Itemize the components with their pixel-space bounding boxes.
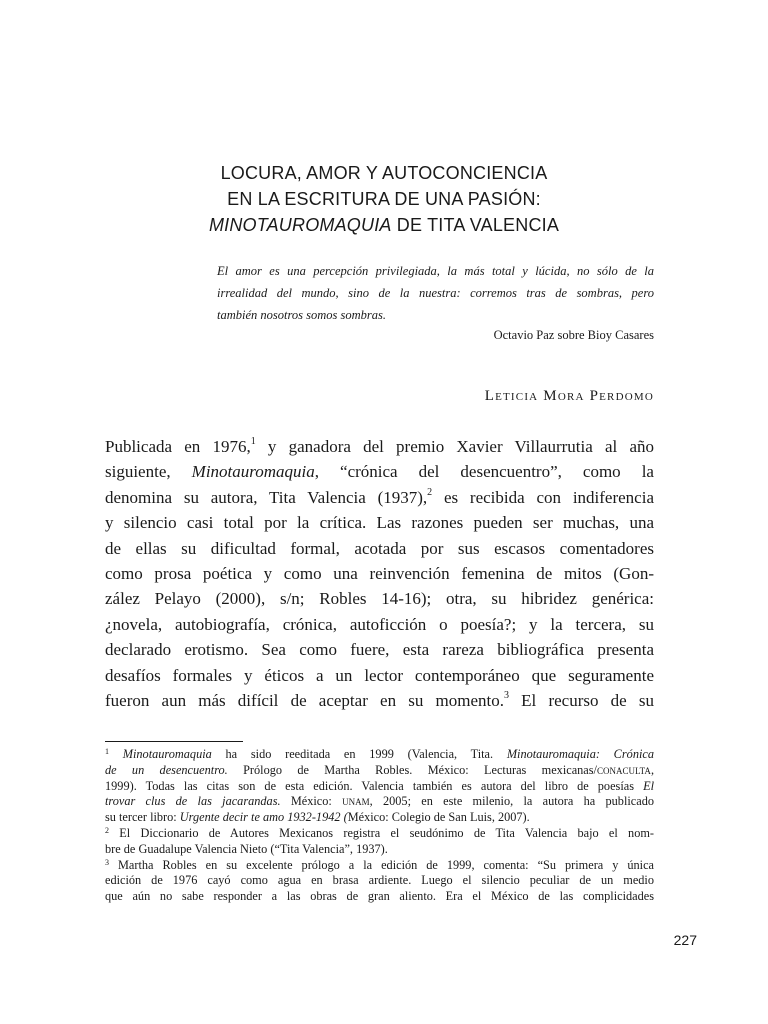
body-line: Publicada en 1976,$^1$ y ganadora del premio Xavier Villaurrutia al año [105,436,654,456]
footnote-2: $^2$ El Diccionario de Autores Mexicanos registra el seudónimo de Tita Valencia bajo el nom- [105,825,654,840]
footnote-number: 1 [105,747,109,756]
body-line: siguiente, Minotauromaquia, “crónica del desencuentro”, como la [105,462,654,482]
title-line-2: EN LA ESCRITURA DE UNA PASIÓN: [227,189,541,209]
author-name: Leticia Mora Perdomo [484,388,654,404]
body-line: como prosa poética y como una reinvención femenina de mitos (Gon- [105,564,654,584]
footnote-3: $^3$ Martha Robles en su excelente prólogo a la edición de 1999, comenta: “Su primera y única [105,857,654,872]
footnote-2-line: bre de Guadalupe Valencia Nieto (“Tita Valencia”, 1937). [105,841,388,856]
epigraph-line: El amor es una percepción privilegiada, la más total y lúcida, no sólo de la [217,264,654,278]
footnote-ref[interactable]: 1 [250,436,256,448]
footnote-ref[interactable]: 3 [504,690,509,702]
footnote-number: 3 [105,857,109,867]
title-line-3 [0,212,768,238]
footnote-1-line: 1999). Todas las citas son de esta edición. Valencia también es autora del libro de poesías El [105,778,654,793]
epigraph-attribution: Octavio Paz sobre Bioy Casares [493,328,654,342]
body-line: fueron aun más difícil de aceptar en su momento.$^3$ El recurso de su [105,690,654,711]
footnote-3-line: que aún no sabe responder a las obras de gran aliento. Era el México de las complicidades [105,889,654,904]
body-line: y silencio casi total por la crítica. Las razones pueden ser muchas, una [105,513,654,533]
footnotes [105,747,654,905]
body-line: declarado erotismo. Sea como fuere, esta rareza bibliográfica presenta [105,640,654,660]
footnote-1-line: de un desencuentro. Prólogo de Martha Robles. México: Lecturas mexicanas/conaculta, [105,762,655,777]
body-paragraph [105,434,654,713]
body-line: ¿novela, autobiografía, crónica, autoficción o poesía?; y la tercera, su [105,614,654,634]
body-line: desafíos formales y éticos a un lector contemporáneo que seguramente [105,665,654,685]
footnote-divider [105,741,243,742]
footnote-ref[interactable]: 2 [427,487,433,499]
title-italic-work: MINOTAUROMAQUIA [208,215,392,235]
epigraph-line: también nosotros somos sombras. [217,308,387,322]
epigraph [217,260,654,326]
body-line: zález Pelayo (2000), s/n; Robles 14-16); otra, su hibridez genérica: [105,589,654,609]
epigraph-line: irrealidad del mundo, sino de la nuestra: corremos tras de sombras, pero [217,286,654,300]
footnote-1-line: trovar clus de las jacarandas. México: unam, 2005; en este milenio, la autora ha publicado [105,794,654,809]
footnote-number: 2 [105,825,109,835]
footnote-1: $^1$ Minotauromaquia ha sido reeditada en 1999 (Valencia, Tita. Minotauromaquia: Crónica [105,747,654,761]
footnote-1-line: su tercer libro: Urgente decir te amo 1932-1942 (México: Colegio de San Luis, 2007). [105,810,530,825]
footnote-3-line: edición de 1976 cayó como agua en brasa ardiente. Luego el silencio peculiar de un medio [105,873,654,888]
title-line-1: LOCURA, AMOR Y AUTOCONCIENCIA [220,163,548,183]
title-line-3-rest: DE TITA VALENCIA [391,215,560,235]
work-title-italic: Minotauromaquia [191,462,315,482]
chapter-title [0,160,768,238]
page-number: 227 [673,932,697,948]
body-line: de ellas su dificultad formal, acotada por sus escasos comentadores [105,538,654,558]
body-line: denomina su autora, Tita Valencia (1937),$^2$ es recibida con indiferencia [105,487,654,507]
